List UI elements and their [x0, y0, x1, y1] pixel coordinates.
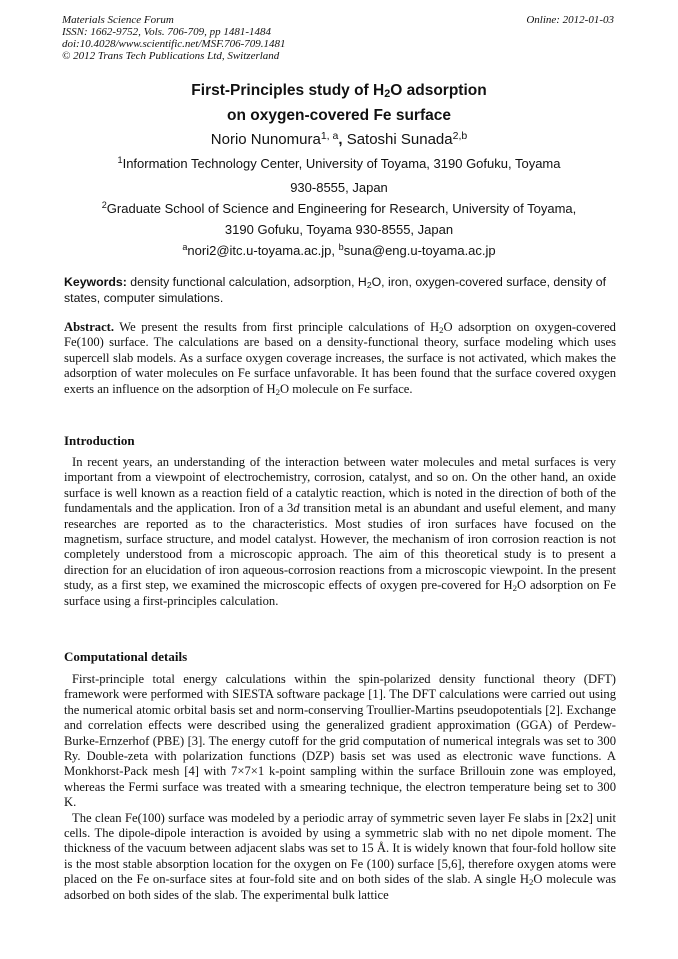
computational-paragraph-2 [64, 811, 616, 903]
online-date: Online: 2012-01-03 [526, 14, 614, 26]
comp-text-b: O molecule was adsorbed on both sides of the slab. The experimental bulk lattice [64, 872, 616, 902]
author-1: Norio Nunomura [210, 131, 321, 148]
affiliation-1-text: Information Technology Center, University of Toyama, 3190 Gofuku, Toyama [122, 156, 561, 171]
comp-text-a: The clean Fe(100) surface was modeled by a periodic array of symmetric seven layer Fe slabs in [2x2] unit cells. The dipole-dipole interaction is avoided by using a symmetric slab with no net dipole moment. The thickness of the vacuum between adjacent slabs was set to 15 Å. It is widely known that four-fold hollow site is the most stable absorption location for the oxygen on Fe (100) surface [5,6], therefore oxygen atoms were placed on the Fe on-surface sites at four-fold site and on both sides of the slab. A single H [64, 810, 616, 887]
intro-text-a: In recent years, an understanding of the interaction between water molecules and metal surfaces is very important from a viewpoint of electrochemistry, corrosion, catalyst, and so on. On the other hand, an oxide surface is well known as a reaction field of a catalytic reaction, which is noted in the direction of both of the fundamentals and the application. Iron of a 3 [64, 455, 616, 516]
title-text-b: O adsorption [390, 82, 487, 99]
copyright-line: © 2012 Trans Tech Publications Ltd, Switzerland [62, 50, 280, 62]
affiliation-1-mark: 1 [117, 155, 123, 165]
title-line-2: on oxygen-covered Fe surface [227, 107, 451, 124]
introduction-heading: Introduction [64, 433, 135, 448]
computational-heading: Computational details [64, 649, 188, 664]
computational-body [64, 672, 616, 903]
keywords-subscript: 2 [366, 280, 372, 290]
abstract-subscript-2: 2 [275, 386, 280, 397]
journal-header [62, 14, 286, 62]
introduction-body [64, 455, 616, 609]
affiliation-1-line-2: 930-8555, Japan [290, 180, 388, 195]
intro-text-b: transition metal is an abundant and useful element, and many researches are reported as to the characteristics. Most studies of iron surfaces have focused on the magnetism, surface structure, and model catalyst. However, the mechanism of iron corrosion reaction is not completely understood from a microscopic approach. The aim of this theoretical study is to present a direction for an elucidation of iron aqueous-corrosion reactions from a microscopic viewpoint. In the present study, as a first step, we examined the microscopic effects of oxygen pre-covered for H [64, 501, 616, 593]
keywords-label: Keywords: [64, 275, 127, 289]
abstract-text-a: We present the results from first principle calculations of H [114, 320, 440, 334]
comp-subscript: 2 [529, 877, 534, 888]
affiliation-2-line-2: 3190 Gofuku, Toyama 930-8555, Japan [224, 222, 454, 237]
author-separator: , [338, 131, 347, 148]
abstract-text-c: O molecule on Fe surface. [280, 381, 413, 396]
computational-paragraph-1: First-principle total energy calculations within the spin-polarized density functional theory (DFT) framework were performed with SIESTA software package [1]. The DFT calculations were carried out using the numerical atomic orbital basis set and norm-conserving Troullier-Martins pseudopotentials [2]. Exchange and correlation effects were described using the generalized gradient approximation (GGA) of Perdew-Burke-Ernzerhof (PBE) [3]. The energy cutoff for the grid computation of numerical integrals was set to 300 Ry. Double-zeta with polarization functions (DZP) basis set was used as electronic wave functions. A Monkhorst-Pack mesh [4] with 7×7×1 k-point sampling within the surface Brillouin zone was employed, whereas the Fermi surface was treated with a smearing technique, the electron temperature being set to 300 K. [64, 672, 616, 810]
journal-name: Materials Science Forum [62, 14, 174, 26]
title-text-a: First-Principles study of H [191, 82, 385, 99]
author-1-affil: 1, a [320, 130, 339, 142]
title-line-1 [0, 82, 678, 100]
author-list [0, 131, 678, 148]
keywords [64, 274, 617, 306]
keywords-text-a: density functional calculation, adsorption, H [126, 275, 367, 289]
abstract-subscript-1: 2 [439, 325, 444, 335]
email-b: suna@eng.u-toyama.ac.jp [343, 243, 496, 258]
affiliation-2-text: Graduate School of Science and Engineering for Research, University of Toyama, [106, 201, 577, 216]
abstract-text-b: O adsorption on oxygen-covered Fe(100) surface. The calculations are based on a density-functional theory, surface modeling which uses supercell slab models. As a surface oxygen coverage increases, the surface is not activated, which makes the adsorption of water molecules on Fe surface unfavorable. It has been found that the surface covered oxygen exerts an influence on the adsorption of H [64, 320, 616, 396]
intro-text-c: O adsorption on Fe surface using a first-principles calculation. [64, 578, 616, 608]
author-2-affil: 2,b [452, 130, 468, 142]
affiliation-1-line-1 [0, 156, 678, 171]
email-a-mark: a [182, 242, 188, 252]
intro-italic-d: d [293, 501, 300, 516]
issn-line: ISSN: 1662-9752, Vols. 706-709, pp 1481-1484 [62, 26, 271, 38]
email-b-mark: b [338, 242, 344, 252]
abstract [64, 320, 616, 397]
affiliation-2-mark: 2 [101, 200, 107, 210]
intro-subscript: 2 [512, 583, 518, 594]
doi-line: doi:10.4028/www.scientific.net/MSF.706-709.1481 [62, 38, 286, 50]
keywords-text-b: O, iron, oxygen-covered surface, density of states, computer simulations. [64, 275, 607, 305]
email-line [0, 243, 678, 258]
email-a: nori2@itc.u-toyama.ac.jp, [187, 243, 339, 258]
author-2: Satoshi Sunada [346, 131, 453, 148]
abstract-label: Abstract. [64, 320, 115, 334]
affiliation-2-line-1 [0, 201, 678, 216]
title-subscript: 2 [384, 88, 391, 100]
